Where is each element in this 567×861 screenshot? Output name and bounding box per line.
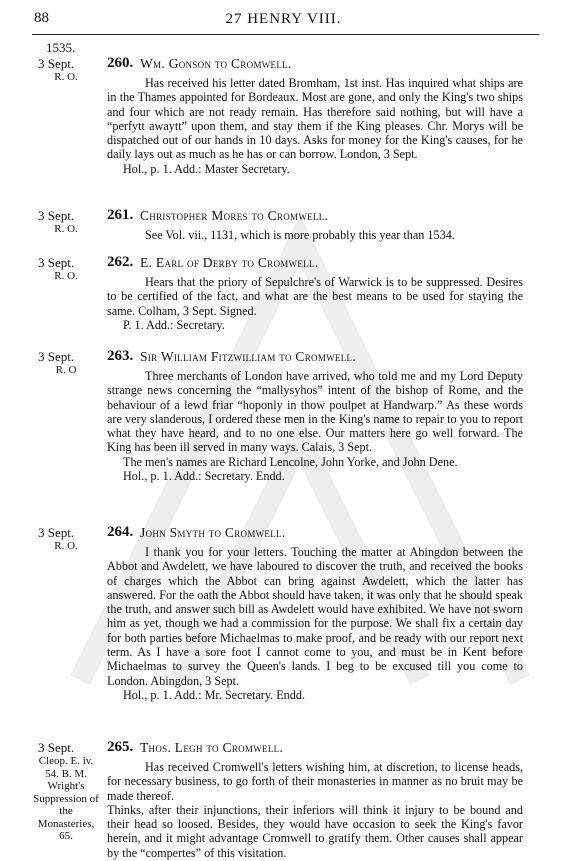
running-head: 27 HENRY VIII. <box>225 11 342 27</box>
entry-note: Hol., p. 1. Add.: Mr. Secretary. Endd. <box>123 687 305 702</box>
entry-source: R. O. <box>54 71 78 83</box>
entry-paragraph: Three merchants of London have arrived, who told me and my Lord Deputy strange news concerning the “mallysyhos” intent of the bishop of Rome, and the behaviour of a lewd friar “hoponly in thow poulpet at Handwarp.” As these words are very slanderous, I ordered these men in the King's name to repair to you to report what they have heard, and to no one else. Our matters here go well forward. The King has been ill served in many ways. Calais, 3 Sept. <box>107 369 523 455</box>
entry-date: 3 Sept. <box>38 56 75 71</box>
entry-heading: Thos. Legh to Cromwell. <box>140 740 284 755</box>
entry-note: Hol., p. 1. Add.: Master Secretary. <box>123 161 290 176</box>
page-number: 88 <box>34 10 49 26</box>
entry-source: Cleop. E. iv. 54. B. M. Wright's Suppression of the Monasteries, 65. <box>33 755 99 842</box>
entry-heading: Wm. Gonson to Cromwell. <box>140 56 292 71</box>
entry-body <box>107 275 523 332</box>
entry-body <box>107 228 523 242</box>
header-rule <box>32 34 539 35</box>
entry-number: 261. <box>107 207 134 223</box>
entry-number: 260. <box>107 55 134 71</box>
entry-paragraph: Has received his letter dated Bromham, 1st inst. Has inquired what ships are in the Thames appointed for Bordeaux. Most are gone, and only the King's two ships and four which are not ready remain. Has therefore said nothing, but will have a “perfytt awaytt” upon them, and stay them if the King pleases. Chr. Morys will be dispatched out of our hands in 10 days. Asks for money for the King's causes, for he daily lays out as much as he has or can borrow. London, 3 Sept. <box>107 76 523 162</box>
entry-note: P. 1. Add.: Secretary. <box>123 317 225 332</box>
entry-body <box>107 369 523 483</box>
entry-paragraph: Has received Cromwell's letters wishing him, at discretion, to license heads, for necessary business, to go forth of their monasteries in manner as no bruit may be made thereof. <box>107 760 523 803</box>
entry-heading: John Smyth to Cromwell. <box>140 525 286 540</box>
entry-note: Hol., p. 1. Add.: Secretary. Endd. <box>123 469 285 484</box>
entry-source: R. O. <box>54 540 78 552</box>
entry-paragraph: See Vol. vii., 1131, which is more probably this year than 1534. <box>145 228 455 242</box>
entry-date: 3 Sept. <box>38 740 75 755</box>
entry-source: R. O. <box>54 270 78 282</box>
entry-heading: E. Earl of Derby to Cromwell. <box>140 255 319 270</box>
entry-body <box>107 545 523 702</box>
entry-number: 263. <box>107 348 134 364</box>
entry-heading: Christopher Mores to Cromwell. <box>140 208 329 223</box>
entry-heading: Sir William Fitzwilliam to Cromwell. <box>140 349 356 364</box>
entry-body <box>107 76 523 176</box>
entry-number: 265. <box>107 739 134 755</box>
entry-source: R. O <box>55 364 77 376</box>
entry-paragraph: I thank you for your letters. Touching the matter at Abingdon between the Abbot and Awdelett, we have laboured to discover the truth, and received the books of charges which the Abbot can bring against Awdelett, which the latter has answered. For the oath the Abbot should have taken, it was only that he should speak the truth, and answer such bill as Awdelett would have exhibited. We have not sworn him as yet, though we had a commission for the purpose. We shall fix a certain day for both parties before Michaelmas to make proof, and be ready with our report next term. As I have a sore foot I cannot come to you, and must be in Kent before Michaelmas to survey the Queen's lands. I beg to be excused till you come to London. Abingdon, 3 Sept. <box>107 545 523 688</box>
entry-date: 3 Sept. <box>38 349 75 364</box>
entry-paragraph: The men's names are Richard Lencolne, John Yorke, and John Dene. <box>123 454 458 469</box>
entry-paragraph: Hears that the priory of Sepulchre's of Warwick is to be suppressed. Desires to be certified of the fact, and what are the best means to be used for staying the same. Colham, 3 Sept. Signed. <box>107 275 523 318</box>
entry-date: 3 Sept. <box>38 208 75 223</box>
entry-date: 3 Sept. <box>38 255 75 270</box>
entry-date: 3 Sept. <box>38 525 75 540</box>
entry-body <box>107 760 523 860</box>
entry-number: 262. <box>107 254 134 270</box>
entry-paragraph: Thinks, after their injunctions, their inferiors will think it injury to be bound and their head so loosed. Besides, they would have occasion to seek the King's favor herein, and it might advantage Cromwell to gratify them. Other causes shall appear by the “compertes” of this visitation. <box>107 802 523 860</box>
entry-number: 264. <box>107 524 134 540</box>
year-marker: 1535. <box>46 40 76 55</box>
entry-source: R. O. <box>54 223 78 235</box>
